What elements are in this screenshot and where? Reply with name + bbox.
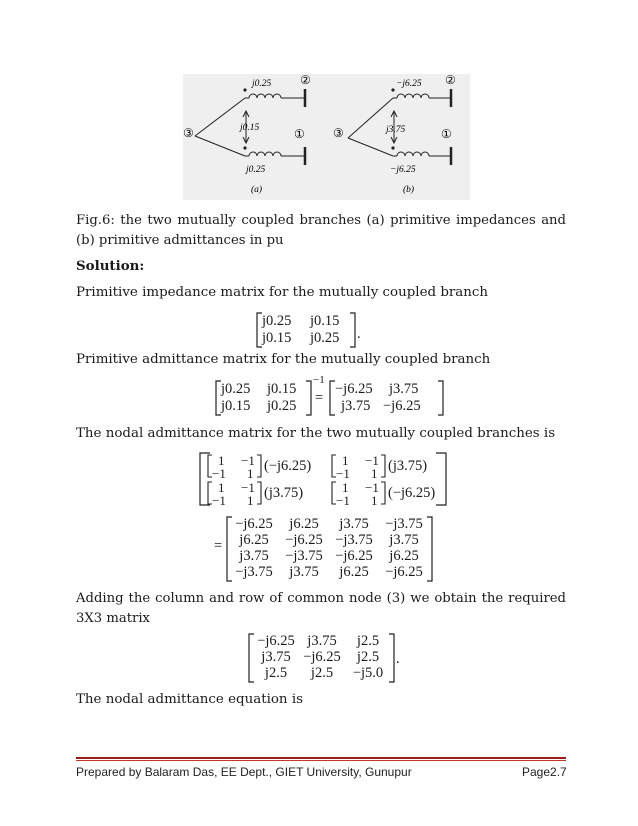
eq4-a21: j6.25 — [239, 532, 269, 548]
eq2-rhs-a11: −j6.25 — [335, 381, 373, 397]
footer-rule-thin — [76, 760, 566, 761]
text-primitive-impedance: Primitive impedance matrix for the mutually coupled branch — [76, 285, 489, 300]
footer-page-number: Page2.7 — [522, 765, 567, 779]
eq3-b1-a12: −1 — [241, 453, 255, 468]
eq5-right-bracket — [388, 633, 396, 683]
eq3-b4-a22: 1 — [371, 493, 378, 508]
eq2-equals: = — [315, 390, 324, 406]
eq4-a13: j3.75 — [339, 516, 369, 532]
eq5-a33: −j5.0 — [352, 665, 384, 681]
eq1-a22: j0.25 — [310, 330, 340, 346]
eq3-b2-a21: −1 — [336, 466, 350, 481]
eq2-exponent: −1 — [313, 374, 325, 386]
fig-b-node1: ① — [441, 127, 452, 141]
eq4-a11: −j6.25 — [235, 516, 273, 532]
eq3-b3-a22: 1 — [247, 493, 254, 508]
eq4-a23: −j3.75 — [335, 532, 373, 548]
text-primitive-admittance: Primitive admittance matrix for the mutually coupled branch — [76, 352, 491, 367]
eq1-period: . — [357, 326, 361, 342]
fig-b-top-label: −j6.25 — [396, 79, 422, 89]
eq4-equals: = — [214, 538, 223, 554]
eq5-a32: j2.5 — [310, 665, 334, 681]
eq4-a34: j6.25 — [389, 548, 419, 564]
eq2-lhs-a11: j0.25 — [221, 381, 251, 397]
fig-a-bottom-label: j0.25 — [246, 165, 266, 175]
eq4-a14: −j3.75 — [385, 516, 423, 532]
fig-b-caption: (b) — [403, 185, 415, 195]
fig-a-node1: ① — [294, 127, 305, 141]
fig-a-caption: (a) — [251, 185, 263, 195]
text-nodal-admittance: The nodal admittance matrix for the two mutually coupled branches is — [76, 426, 556, 441]
footer-author: Prepared by Balaram Das, EE Dept., GIET University, Gunupur — [76, 765, 412, 779]
eq3-b2-a22: 1 — [371, 466, 378, 481]
eq3-b2-a12: −1 — [365, 453, 379, 468]
eq3-b2-factor: (j3.75) — [388, 458, 428, 474]
eq5-a12: j3.75 — [307, 633, 337, 649]
eq3-b4-rbracket — [380, 481, 387, 505]
eq3-b3-a11: 1 — [218, 480, 225, 495]
fig-b-mid-label: j3.75 — [386, 125, 406, 135]
eq3-b3-rbracket — [256, 481, 263, 505]
eq5-a11: −j6.25 — [257, 633, 295, 649]
eq1-a12: j0.15 — [310, 313, 340, 329]
eq3-b2-a11: 1 — [342, 453, 349, 468]
eq4-a22: −j6.25 — [285, 532, 323, 548]
fig-a-node3: ③ — [183, 126, 194, 140]
eq4-a33: −j6.25 — [335, 548, 373, 564]
eq3-outer-right-bracket — [434, 452, 448, 506]
eq4-a42: j3.75 — [289, 564, 319, 580]
eq4-right-bracket — [426, 516, 434, 582]
eq1-a21: j0.15 — [262, 330, 292, 346]
eq5-a31: j2.5 — [264, 665, 288, 681]
eq5-a13: j2.5 — [356, 633, 380, 649]
fig-b-node3: ③ — [333, 126, 344, 140]
eq3-b1-factor: (−j6.25) — [264, 458, 312, 474]
eq5-period: . — [396, 651, 400, 667]
eq3-b3-a12: −1 — [241, 480, 255, 495]
eq3-b1-rbracket — [256, 454, 263, 478]
eq3-b4-factor: (−j6.25) — [388, 485, 436, 501]
footer-rule — [76, 757, 566, 759]
eq3-b4-a12: −1 — [365, 480, 379, 495]
eq2-rhs-right-bracket — [437, 380, 445, 416]
eq2-rhs-a21: j3.75 — [341, 398, 371, 414]
fig-b-bottom-label: −j6.25 — [390, 165, 416, 175]
eq1-a11: j0.25 — [262, 313, 292, 329]
eq3-b3-a21: −1 — [212, 493, 226, 508]
eq1-right-bracket — [349, 312, 357, 348]
eq4-a12: j6.25 — [289, 516, 319, 532]
eq2-lhs-a12: j0.15 — [267, 381, 297, 397]
text-common-node: Adding the column and row of common node (3) we obtain the required 3X3 matrix — [76, 591, 566, 626]
fig-a-node2: ② — [300, 74, 311, 87]
eq3-b2-rbracket — [380, 454, 387, 478]
eq3-b3-factor: (j3.75) — [264, 485, 304, 501]
eq5-a23: j2.5 — [356, 649, 380, 665]
eq2-lhs-a22: j0.25 — [267, 398, 297, 414]
eq2-rhs-a12: j3.75 — [389, 381, 419, 397]
figure-caption: Fig.6: the two mutually coupled branches (a) primitive impedances and (b) primitive admittances in pu — [76, 213, 566, 248]
eq5-a21: j3.75 — [261, 649, 291, 665]
fig-a-top-label: j0.25 — [252, 79, 272, 89]
eq4-a32: −j3.75 — [285, 548, 323, 564]
eq4-a24: j3.75 — [389, 532, 419, 548]
eq4-matrix — [232, 516, 428, 582]
eq3-b1-a11: 1 — [218, 453, 225, 468]
eq2-lhs-right-bracket — [305, 380, 313, 416]
eq2-lhs-a21: j0.15 — [221, 398, 251, 414]
eq4-a41: −j3.75 — [235, 564, 273, 580]
solution-heading: Solution: — [76, 258, 145, 274]
eq4-a43: j6.25 — [339, 564, 369, 580]
fig-b-node2: ② — [445, 74, 456, 87]
eq4-a44: −j6.25 — [385, 564, 423, 580]
eq5-matrix — [254, 633, 390, 683]
eq3-b1-a21: −1 — [212, 466, 226, 481]
fig-a-mid-label: j0.15 — [240, 123, 260, 133]
text-nodal-equation: The nodal admittance equation is — [76, 692, 303, 707]
eq5-a22: −j6.25 — [303, 649, 341, 665]
eq3-b1-a22: 1 — [247, 466, 254, 481]
eq3-b4-a21: −1 — [336, 493, 350, 508]
eq3-b4-a11: 1 — [342, 480, 349, 495]
eq4-a31: j3.75 — [239, 548, 269, 564]
coupled-branches-figure — [183, 74, 470, 200]
eq2-rhs-a22: −j6.25 — [383, 398, 421, 414]
